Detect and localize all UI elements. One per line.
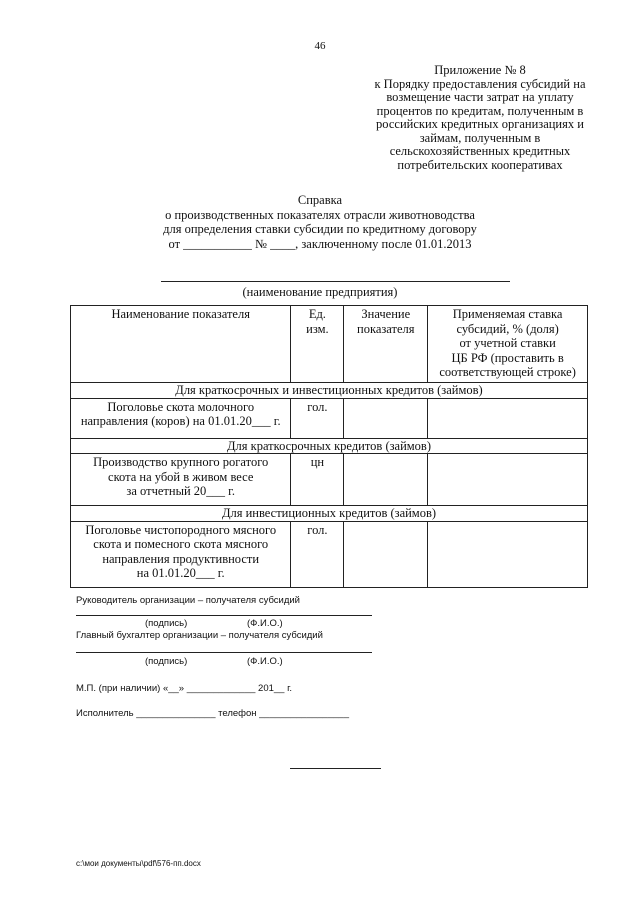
indicator-name-line: Поголовье скота молочного — [107, 399, 255, 414]
indicator-name-cell — [71, 454, 291, 506]
section-title: Для краткосрочных и инвестиционных кредитов (займов) — [71, 383, 588, 399]
section-row — [71, 438, 588, 454]
header-unit-line: Ед. — [308, 307, 326, 321]
rate-input-cell[interactable] — [428, 521, 588, 587]
stamp-date-line: М.П. (при наличии) «__» _____________ 201__ г. — [76, 683, 293, 694]
fio-caption: (Ф.И.О.) — [247, 618, 283, 629]
section-row — [71, 506, 588, 522]
table-header-row — [71, 306, 588, 383]
title-line: о производственных показателях отрасли животноводства — [165, 207, 475, 222]
indicator-name-line: Производство крупного рогатого — [93, 455, 269, 469]
header-value — [344, 306, 428, 383]
document-title — [0, 193, 640, 251]
table-row — [71, 398, 588, 438]
header-rate-line: Применяемая ставка — [452, 307, 563, 321]
indicator-name-line: направления (коров) на 01.01.20___ г. — [80, 414, 281, 428]
closing-line — [290, 768, 381, 769]
unit-cell: гол. — [291, 521, 344, 587]
value-input-cell[interactable] — [344, 398, 428, 438]
indicator-name-line: направления продуктивности — [102, 551, 260, 566]
appendix-line: Приложение № 8 — [434, 63, 526, 77]
appendix-line: потребительских кооперативах — [397, 157, 563, 172]
indicator-name-line: скота на убой в живом весе — [108, 469, 254, 484]
indicators-table — [70, 305, 588, 588]
page-number: 46 — [314, 40, 326, 52]
indicator-name-cell — [71, 398, 291, 438]
value-input-cell[interactable] — [344, 454, 428, 506]
header-unit — [291, 306, 344, 383]
accountant-signature-line[interactable] — [76, 652, 372, 653]
appendix-header — [360, 64, 600, 172]
header-rate-line: субсидий, % (доля) — [456, 321, 559, 336]
fio-caption: (Ф.И.О.) — [247, 656, 283, 667]
title-line: Справка — [297, 193, 343, 207]
header-name: Наименование показателя — [71, 306, 291, 383]
rate-input-cell[interactable] — [428, 454, 588, 506]
indicator-name-line: скота и помесного скота мясного — [93, 537, 269, 551]
appendix-line: процентов по кредитам, полученным в — [376, 103, 584, 118]
head-label: Руководитель организации – получателя субсидий — [76, 595, 300, 606]
indicator-name-cell — [71, 521, 291, 587]
section-title: Для краткосрочных кредитов (займов) — [71, 438, 588, 454]
appendix-line: российских кредитных организациях и — [376, 117, 584, 131]
unit-cell: гол. — [291, 398, 344, 438]
header-value-line: показателя — [357, 321, 415, 336]
appendix-line: к Порядку предоставления субсидий на — [374, 76, 586, 91]
section-title: Для инвестиционных кредитов (займов) — [71, 506, 588, 522]
header-rate-line: соответствующей строке) — [439, 365, 576, 379]
indicator-name-line: на 01.01.20___ г. — [136, 566, 225, 580]
section-row — [71, 383, 588, 399]
appendix-line: сельскохозяйственных кредитных — [389, 144, 571, 158]
appendix-line: возмещение части затрат на уплату — [386, 90, 574, 104]
header-rate — [428, 306, 588, 383]
file-path: c:\мои документы\pdf\576-пп.docx — [76, 859, 201, 868]
unit-cell: цн — [291, 454, 344, 506]
value-input-cell[interactable] — [344, 521, 428, 587]
indicator-name-line: за отчетный 20___ г. — [126, 484, 235, 498]
executor-line: Исполнитель _______________ телефон _________________ — [76, 708, 349, 719]
head-signature-line[interactable] — [76, 615, 372, 616]
organization-caption: (наименование предприятия) — [242, 285, 398, 299]
header-rate-line: ЦБ РФ (проставить в — [451, 350, 564, 365]
rate-input-cell[interactable] — [428, 398, 588, 438]
header-value-line: Значение — [361, 307, 411, 321]
table-row — [71, 521, 588, 587]
table-row — [71, 454, 588, 506]
signature-caption: (подпись) — [145, 618, 188, 629]
appendix-line: займам, полученным в — [419, 130, 541, 145]
header-unit-line: изм. — [306, 321, 329, 336]
signature-caption: (подпись) — [145, 656, 188, 667]
title-line: для определения ставки субсидии по кредитному договору — [163, 222, 477, 236]
header-rate-line: от учетной ставки — [459, 336, 556, 350]
title-line: от ___________ № ____, заключенному после 01.01.2013 — [168, 236, 472, 251]
organization-name-line — [161, 281, 510, 282]
indicator-name-line: Поголовье чистопородного мясного — [85, 522, 277, 537]
accountant-label: Главный бухгалтер организации – получателя субсидий — [76, 630, 323, 641]
